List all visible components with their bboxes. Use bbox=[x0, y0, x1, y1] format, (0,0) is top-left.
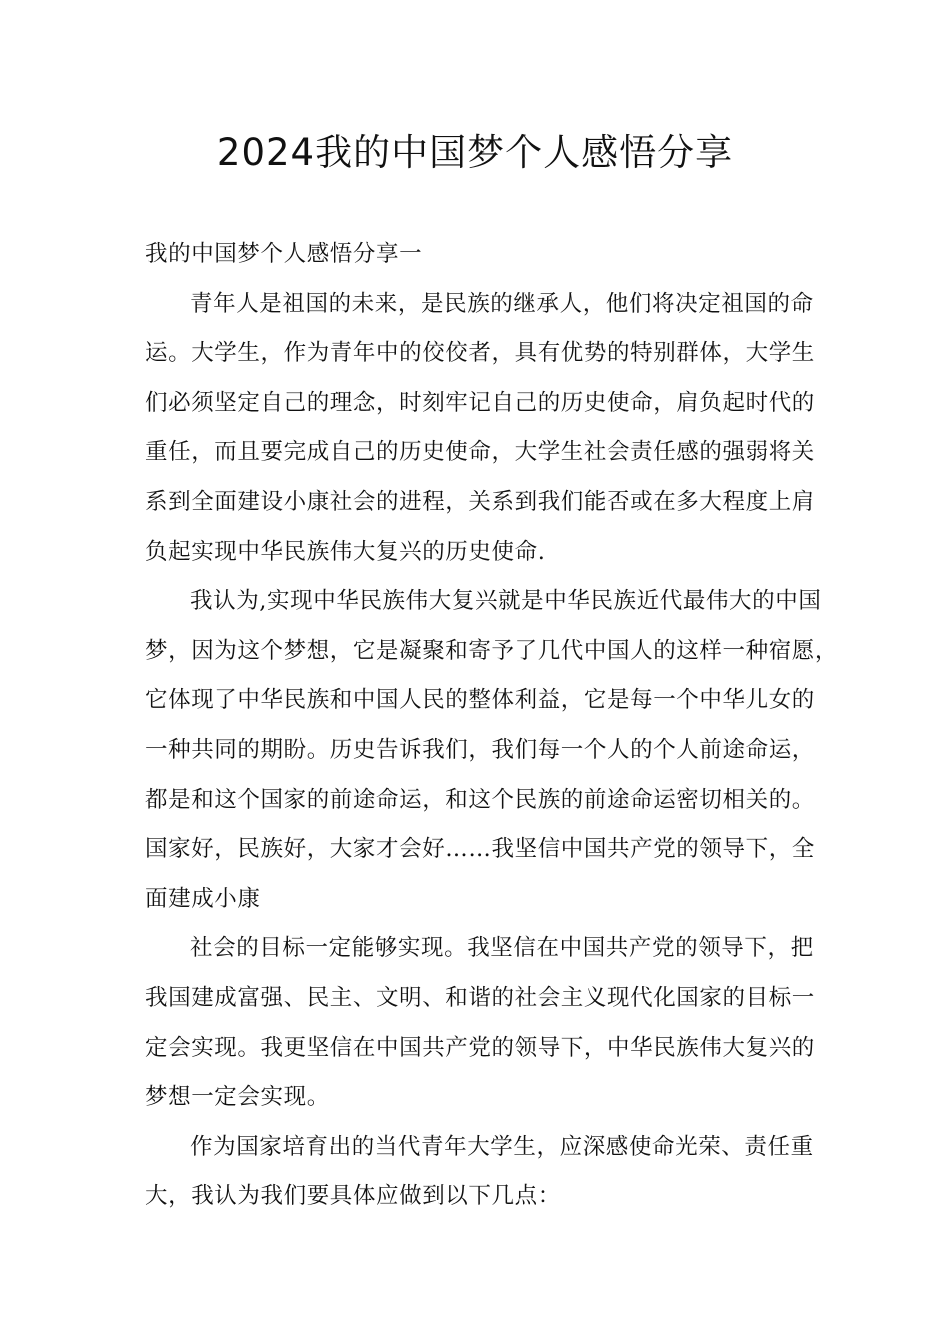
text-line: 都是和这个国家的前途命运，和这个民族的前途命运密切相关的。 bbox=[145, 786, 815, 813]
text-line: 国家好，民族好，大家才会好……我坚信中国共产党的领导下，全 bbox=[145, 836, 815, 863]
text-line: 青年人是祖国的未来，是民族的继承人，他们将决定祖国的命 bbox=[190, 290, 814, 317]
document-body bbox=[145, 230, 839, 1222]
text-line: 我的中国梦个人感悟分享一 bbox=[145, 241, 423, 267]
text-line: 梦，因为这个梦想，它是凝聚和寄予了几代中国人的这样一种宿愿， bbox=[145, 637, 839, 664]
document-title: 2024我的中国梦个人感悟分享 bbox=[216, 131, 734, 174]
text-line: 运。大学生，作为青年中的佼佼者，具有优势的特别群体，大学生 bbox=[145, 340, 815, 367]
text-line: 我认为,实现中华民族伟大复兴就是中华民族近代最伟大的中国 bbox=[190, 588, 822, 615]
text-line: 大，我认为我们要具体应做到以下几点： bbox=[145, 1183, 561, 1210]
text-line: 作为国家培育出的当代青年大学生，应深感使命光荣、责任重 bbox=[190, 1133, 814, 1160]
text-line: 梦想一定会实现。 bbox=[145, 1084, 330, 1111]
text-line: 重任，而且要完成自己的历史使命，大学生社会责任感的强弱将关 bbox=[145, 439, 815, 466]
text-line: 社会的目标一定能够实现。我坚信在中国共产党的领导下，把 bbox=[190, 935, 814, 962]
text-line: 我国建成富强、民主、文明、和谐的社会主义现代化国家的目标一 bbox=[145, 984, 815, 1011]
text-line: 系到全面建设小康社会的进程，关系到我们能否或在多大程度上肩 bbox=[145, 488, 815, 515]
text-line: 定会实现。我更坚信在中国共产党的领导下，中华民族伟大复兴的 bbox=[145, 1034, 815, 1061]
text-line: 负起实现中华民族伟大复兴的历史使命. bbox=[145, 538, 546, 565]
text-line: 面建成小康 bbox=[145, 885, 261, 912]
text-line: 一种共同的期盼。历史告诉我们，我们每一个人的个人前途命运， bbox=[145, 736, 815, 763]
text-line: 们必须坚定自己的理念，时刻牢记自己的历史使命，肩负起时代的 bbox=[145, 389, 815, 416]
text-line: 它体现了中华民族和中国人民的整体利益，它是每一个中华儿女的 bbox=[145, 687, 815, 714]
